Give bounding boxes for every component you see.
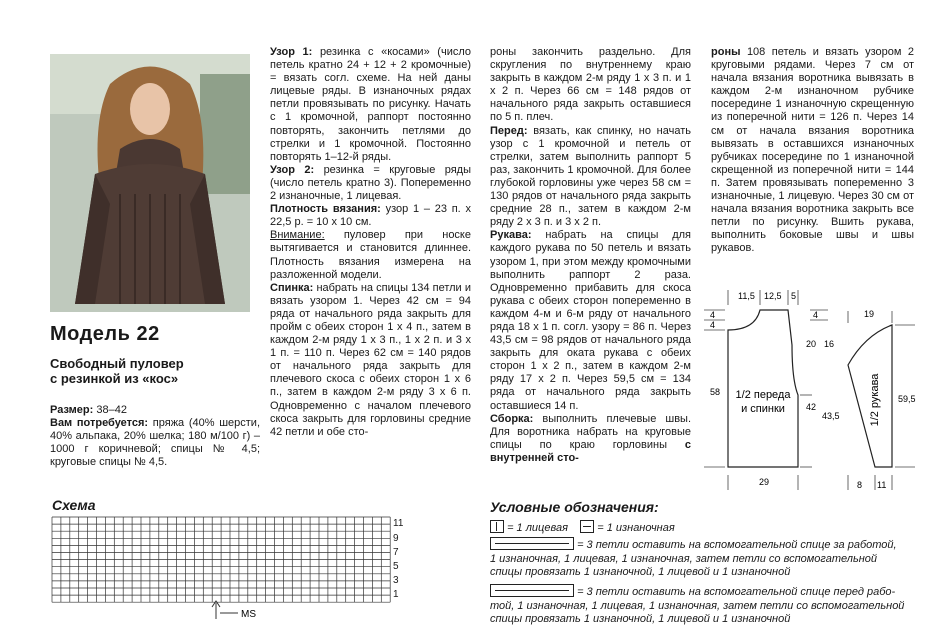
dim-29: 29 <box>759 477 770 487</box>
assembly-bold-end: с внутренней сто- <box>490 438 691 464</box>
attention-text: пуловер при носке вытягивается и становится длиннее. Плотность вязания измерена на разложенной модели. <box>270 229 471 281</box>
dim-5: 5 <box>791 291 797 301</box>
legend-item-knit <box>490 520 910 536</box>
model-title: Модель 22 <box>50 323 160 345</box>
collar-bold-start: роны <box>711 46 741 58</box>
instructions-column-2 <box>490 46 691 465</box>
gauge-label: Плотность вязания: <box>270 203 381 216</box>
materials-info <box>50 404 260 469</box>
size-value: 38–42 <box>96 404 127 416</box>
assembly-text: выполнить плечевые швы. Для воротника набрать на круговые спицы по краю горловины <box>490 412 692 451</box>
subtitle-line-2: с резинкой из «кос» <box>50 371 179 386</box>
dim-16: 16 <box>824 339 835 349</box>
row-number-3: 3 <box>393 575 399 586</box>
instructions-column-1 <box>270 46 471 439</box>
front-label: Перед: <box>490 124 528 137</box>
instructions-column-3 <box>711 46 914 256</box>
front-back-label-line1: 1/2 переда <box>735 389 791 401</box>
legend-cable-front-line2: той, 1 изнаночная, 1 лицевая, 1 изнаночная, затем петли со вспомогательной <box>490 599 905 612</box>
legend-item-cable-back <box>490 537 920 580</box>
pattern-diagram <box>700 285 930 495</box>
model-photo <box>50 54 250 312</box>
row-number-1: 1 <box>393 589 399 600</box>
row-number-11: 11 <box>393 518 404 529</box>
pattern2-text: резинка = круговые ряды (число петель кратно 3). Попеременно 2 изнаночные, 1 лицевая. <box>270 163 472 203</box>
sleeves-label: Рукава: <box>490 229 532 242</box>
row-number-7: 7 <box>393 547 399 558</box>
legend-purl-text: = 1 изнаночная <box>597 522 675 534</box>
dim-42: 42 <box>806 402 817 412</box>
attention-label: Внимание: <box>270 229 325 242</box>
sleeve-dim-11: 11 <box>877 480 887 490</box>
legend-title: Условные обозначения: <box>490 499 659 515</box>
dim-12-5: 12,5 <box>764 291 782 301</box>
sleeve-dim-59-5: 59,5 <box>898 394 916 404</box>
cable-back-symbol-icon <box>490 537 574 550</box>
legend-cable-back-line2: 1 изнаночная, 1 лицевая, 1 изнаночная, затем петли со вспомогательной <box>490 552 878 565</box>
dim-20: 20 <box>806 339 817 349</box>
pattern1-label: Узор 1: <box>270 46 313 58</box>
dim-58: 58 <box>710 387 721 397</box>
legend-cable-front-line3: спицы провязать 1 изнаночной, 1 лицевой и 1 изнаночной <box>490 613 791 625</box>
dim-43-5: 43,5 <box>822 411 840 421</box>
legend-cable-back-line1: = 3 петли оставить на вспомогательной спице за работой, <box>577 539 897 551</box>
size-label: Размер: <box>50 404 94 416</box>
collar-text: 108 петель и вязать узором 2 круговыми рядами. Через 7 см от начала вязания воротника вывязать в каждом 2-м изнаночном рубчике посередине 1 изнаночную скрещенную из поперечной нити = 126 п. Через 14 см от начала вязания воротника вывязать в оставшихся изнаночных рубчиках посередине по 1 изнаночной скрещенной из поперечной нити = 144 п. Затем провязывать попеременно 3 изнаночные, 1 лицевую. Через 30 см от начала вязания воротника закрыть все петли по рисунку. Вшить рукава, выполнить боковые швы и швы рукавов. <box>711 46 914 255</box>
dim-11-5: 11,5 <box>738 291 755 301</box>
model-subtitle <box>50 356 270 386</box>
back-text: набрать на спицы 134 петли и вязать узором 1. Через 42 см = 94 ряда от начального ряда закрыть для пройм с обеих сторон 1 х 4 п., затем в каждом 2-м ряду 1 х 3 п., 1 х 2 п. и 3 х 1 п. = 110 п. Через 62 см = 140 рядов от начального ряда закрыть для плечевого скоса с обеих сторон 1 х 6 п., затем в каждом 2-м ряду 3 х 6 п. Одновременно с началом плечевого скоса закрыть для горловины средние 42 петли и обе сто- <box>270 281 471 438</box>
front-back-label-line2: и спинки <box>741 403 785 415</box>
legend-knit-text: = 1 лицевая <box>507 522 568 534</box>
back-label: Спинка: <box>270 281 314 294</box>
dim-4a: 4 <box>710 310 716 320</box>
materials-value: пряжа (40% шерсти, 40% альпака, 20% шелка; 180 м/100 г) – 1000 г коричневой; спицы № 4,5; круговые спицы № 4,5. <box>50 417 260 469</box>
purl-symbol-icon <box>580 520 594 533</box>
legend-cable-front-line1: = 3 петли оставить на вспомогательной спице перед рабо- <box>577 586 896 598</box>
sleeve-dim-19: 19 <box>864 309 875 319</box>
pattern2-label: Узор 2: <box>270 163 315 176</box>
sleeve-dim-4: 4 <box>813 310 819 320</box>
row-number-9: 9 <box>393 533 399 544</box>
legend-item-cable-front <box>490 584 920 627</box>
back-continued-text: роны закончить раздельно. Для скругления по внутреннему краю закрыть в каждом 2-м ряду 1 х 3 п. и 1 х 2 п. Через 66 см = 148 рядов от начального ряда закрыть оставшиеся по 5 п. плеч. <box>490 46 691 124</box>
dim-4b: 4 <box>710 320 716 330</box>
knitting-chart <box>48 515 408 635</box>
ms-label: MS <box>241 609 256 620</box>
gauge-text: узор 1 – 23 п. х 22,5 р. = 10 х 10 см. <box>270 203 471 229</box>
model-photo-illustration <box>50 54 250 312</box>
sleeve-dim-8: 8 <box>857 480 863 490</box>
sleeve-label: 1/2 рукава <box>869 373 881 427</box>
cable-front-symbol-icon <box>490 584 574 597</box>
materials-label: Вам потребуется: <box>50 417 149 430</box>
row-number-5: 5 <box>393 561 399 572</box>
scheme-title: Схема <box>52 497 96 513</box>
front-text: вязать, как спинку, но начать узор с 1 кромочной и петель от стрелки, затем выполнить раппорт 5 раз, закончить 1 кромочной. Для более глубокой горловины уже через 58 см = 130 рядов от начального ряда закрыть средние 28 п., затем в каждом 2-м ряду 2 х 3 п. и 3 х 2 п. <box>490 124 691 229</box>
legend-cable-back-line3: спицы провязать 1 изнаночной, 1 лицевой и 1 изнаночной <box>490 566 791 578</box>
subtitle-line-1: Свободный пуловер <box>50 356 184 371</box>
pattern1-text: резинка с «косами» (число петель кратно 24 + 12 + 2 кромочные) = вязать согл. схеме. На ней даны лицевые ряды. В изнаночных рядах петли провязывать по рисунку. Начать с 1 кромочной, раппорт постоянно повторять, закончить петлями до стрелки и 1 кромочной. Постоянно повторять 1–12-й ряды. <box>270 46 471 163</box>
sleeves-text: набрать на спицы для каждого рукава по 50 петель и вязать узором 1, при этом между кромочными выполнить раппорт 2 раза. Одновременно прибавить для скоса рукава с обеих сторон попеременно в каждом 4-м и 6-м ряду от начального ряда 18 х 1 п. согл. узору = 86 п. Через 43,5 см = 98 рядов от начального ряда закрыть для оката рукава с обеих сторон 1 х 2 п., затем в каждом 2-м ряду 17 х 2 п. Через 59,5 см = 134 ряда от начального ряда закрыть оставшиеся 14 п. <box>490 229 692 412</box>
assembly-label: Сборка: <box>490 412 534 425</box>
knit-symbol-icon <box>490 520 504 533</box>
